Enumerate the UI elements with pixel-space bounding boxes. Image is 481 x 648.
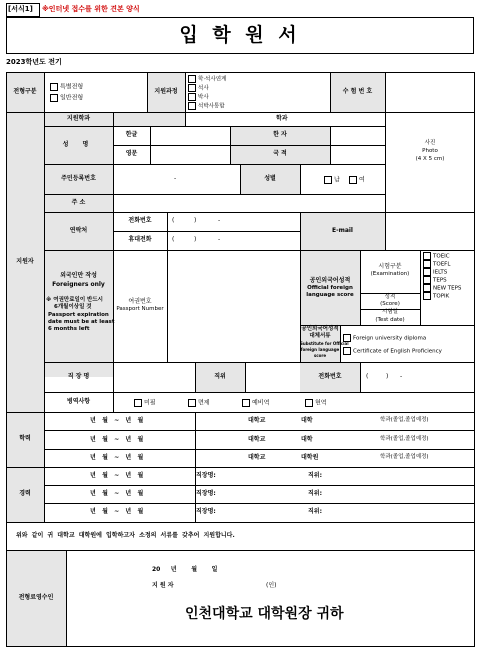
career-section-label: 경력 xyxy=(19,490,31,497)
admission-type-label: 전형구분 xyxy=(13,88,37,95)
passport-note-4: date must be at least xyxy=(48,319,115,325)
work-phone-label: 전화번호 xyxy=(318,373,342,380)
admission-type-special[interactable]: 특별전형 xyxy=(50,83,83,91)
phone-dash: - xyxy=(218,217,221,224)
email-label: E-mail xyxy=(331,227,353,234)
mobile-label: 휴대전화 xyxy=(128,236,152,243)
course-option-master[interactable]: 석사 xyxy=(188,84,209,92)
applicant-sign-label: 지 원 자 xyxy=(152,582,174,589)
fee-receipt-label: 전형료영수인 xyxy=(18,594,54,601)
email-field[interactable] xyxy=(386,213,473,249)
gender-label: 성별 xyxy=(264,175,276,182)
photo-sublabel: Photo xyxy=(422,148,438,154)
phone-paren-close: ) xyxy=(194,217,197,224)
checkbox[interactable] xyxy=(50,94,58,102)
address-label: 주 소 xyxy=(71,199,86,206)
career-company: 직장명: xyxy=(196,508,216,515)
education-period: 년 월 ~ 년 월 xyxy=(90,454,144,461)
checkbox[interactable] xyxy=(423,292,431,300)
education-note: 학과(졸업,졸업예정) xyxy=(380,417,429,423)
rrn-label: 주민등록번호 xyxy=(61,175,96,182)
addressee: 인천대학교 대학원장 귀하 xyxy=(185,606,344,622)
exam-type-label: 시험구분 xyxy=(378,263,402,270)
career-position: 직위: xyxy=(308,508,322,515)
checkbox[interactable] xyxy=(423,268,431,276)
lang-score-label: 공인외국어성적 xyxy=(309,277,351,284)
mobile-paren-close: ) xyxy=(194,236,197,243)
korean-name-field[interactable] xyxy=(151,127,229,144)
photo-size: (4 X 5 cm) xyxy=(415,156,445,162)
checkbox[interactable] xyxy=(188,102,196,110)
checkbox[interactable] xyxy=(188,84,196,92)
test-option-toeic[interactable]: TOEIC xyxy=(423,252,450,260)
checkbox[interactable] xyxy=(423,252,431,260)
education-period: 년 월 ~ 년 월 xyxy=(90,436,144,443)
seal-mark: (인) xyxy=(266,582,277,589)
admission-type-general[interactable]: 일반전형 xyxy=(50,94,83,102)
phone-paren-open: ( xyxy=(172,217,175,224)
position-label: 직위 xyxy=(214,373,226,380)
career-period: 년 월 ~ 년 월 xyxy=(90,490,144,497)
form-code: [서식1] xyxy=(8,5,33,13)
substitute-label: 공인외국어성적 xyxy=(301,326,339,332)
checkbox[interactable] xyxy=(343,334,351,342)
rrn-dash: - xyxy=(174,175,177,182)
education-unit: 대학 xyxy=(301,436,313,443)
passport-note-2: 6개월이상일 것 xyxy=(54,304,92,310)
passport-label-en: Passport Number xyxy=(116,306,164,312)
applicant-section-label: 지원자 xyxy=(16,258,34,265)
course-option-integrated[interactable]: 석박사통합 xyxy=(188,102,225,110)
checkbox[interactable] xyxy=(423,260,431,268)
page-title: 입 학 원 서 xyxy=(179,24,301,46)
education-unit: 대학 xyxy=(301,417,313,424)
exam-number-field[interactable] xyxy=(386,73,473,111)
korean-name-label: 한글 xyxy=(125,131,138,138)
workplace-label: 직 장 명 xyxy=(67,373,90,380)
substitute-option-certificate[interactable]: Certificate of English Proficiency xyxy=(343,347,442,355)
checkbox[interactable] xyxy=(324,176,332,184)
term-label: 2023학년도 전기 xyxy=(6,58,62,66)
mobile-dash: - xyxy=(218,236,221,243)
education-period: 년 월 ~ 년 월 xyxy=(90,417,144,424)
mobile-paren-open: ( xyxy=(172,236,175,243)
substitute-option-diploma[interactable]: Foreign university diploma xyxy=(343,334,426,342)
checkbox[interactable] xyxy=(50,83,58,91)
education-school: 대학교 xyxy=(248,436,266,443)
foreigner-title-en: Foreigners only xyxy=(52,281,105,288)
photo-label: 사진 xyxy=(424,140,436,146)
work-phone-paren-open: ( xyxy=(366,373,369,380)
education-note: 학과(졸업,졸업예정) xyxy=(380,454,429,460)
military-option-exempt[interactable]: 면제 xyxy=(188,399,210,407)
substitute-en-3: score xyxy=(313,353,327,358)
address-field[interactable] xyxy=(114,195,384,211)
career-company: 직장명: xyxy=(196,472,216,479)
phone-label: 전화번호 xyxy=(128,217,152,224)
career-period: 년 월 ~ 년 월 xyxy=(90,508,144,515)
checkbox[interactable] xyxy=(343,347,351,355)
course-option-doctor[interactable]: 박사 xyxy=(188,93,209,101)
passport-label: 여권번호 xyxy=(128,298,152,305)
education-school: 대학교 xyxy=(248,454,266,461)
passport-note-3: Passport expiration xyxy=(48,312,109,318)
checkbox[interactable] xyxy=(349,176,357,184)
english-name-field[interactable] xyxy=(151,146,229,163)
passport-note-5: 6 months left xyxy=(48,326,90,332)
checkbox[interactable] xyxy=(242,399,250,407)
exam-type-en: (Examination) xyxy=(370,271,410,277)
career-period: 년 월 ~ 년 월 xyxy=(90,472,144,479)
gender-female[interactable]: 여 xyxy=(349,176,365,184)
work-phone-paren-close: ) xyxy=(386,373,389,380)
lang-score-en-2: language score xyxy=(306,292,354,298)
contact-label: 연락처 xyxy=(69,227,88,234)
test-option-new-teps[interactable]: NEW TEPS xyxy=(423,284,461,292)
date-line: 20 년 월 일 xyxy=(152,566,218,573)
education-section-label: 학력 xyxy=(19,435,31,442)
checkbox[interactable] xyxy=(423,276,431,284)
score-label: 성적 xyxy=(384,294,396,300)
test-date-label-en: (Test date) xyxy=(375,317,405,323)
foreigner-title: 외국인만 작성 xyxy=(60,272,97,279)
education-unit: 대학원 xyxy=(301,454,319,461)
english-name-label: 영문 xyxy=(125,150,138,157)
military-label: 병역사항 xyxy=(66,398,91,405)
work-phone-dash: - xyxy=(400,373,403,380)
checkbox[interactable] xyxy=(188,75,196,83)
hanja-name-label: 한 자 xyxy=(273,131,287,138)
checkbox[interactable] xyxy=(188,93,196,101)
test-date-label: 시험일 xyxy=(382,309,398,315)
career-company: 직장명: xyxy=(196,490,216,497)
declaration-text: 위와 같이 귀 대학교 대학원에 입학하고자 소정의 서류를 갖추어 지원합니다. xyxy=(16,532,235,539)
career-position: 직위: xyxy=(308,472,322,479)
test-option-topik[interactable]: TOPIK xyxy=(423,292,449,300)
major-label: 학과 xyxy=(276,115,288,122)
exam-number-label: 수 험 번 호 xyxy=(342,88,373,95)
course-label: 지원과정 xyxy=(154,88,178,95)
education-school: 대학교 xyxy=(248,417,266,424)
military-option-unserved[interactable]: 미필 xyxy=(134,399,156,407)
substitute-en-2: foreign language xyxy=(300,347,340,352)
substitute-label-2: 대체서류 xyxy=(309,333,331,339)
checkbox[interactable] xyxy=(423,284,431,292)
test-option-toefl[interactable]: TOEFL xyxy=(423,260,450,268)
test-option-teps[interactable]: TEPS xyxy=(423,276,447,284)
passport-note-1: ※ 여권만료일이 반드시 xyxy=(46,297,103,303)
form-note: ※인터넷 접수를 위한 견본 양식 xyxy=(42,5,140,13)
course-option-combined[interactable]: 학·석사연계 xyxy=(188,75,226,83)
signature-field[interactable] xyxy=(190,580,260,592)
test-option-ielts[interactable]: IELTS xyxy=(423,268,447,276)
substitute-en-1: Substitute for Official xyxy=(300,341,349,346)
military-option-active[interactable]: 현역 xyxy=(305,399,327,407)
nationality-label: 국 적 xyxy=(273,150,287,157)
dept-label: 지원학과 xyxy=(66,115,91,122)
checkbox[interactable] xyxy=(305,399,313,407)
education-note: 학과(졸업,졸업예정) xyxy=(380,436,429,442)
checkbox[interactable] xyxy=(188,399,196,407)
lang-score-en-1: Official foreign xyxy=(307,285,353,291)
military-option-reserve[interactable]: 예비역 xyxy=(242,399,269,407)
score-label-en: (Score) xyxy=(380,301,400,307)
name-label: 성 명 xyxy=(62,141,95,148)
career-position: 직위: xyxy=(308,490,322,497)
checkbox[interactable] xyxy=(134,399,142,407)
passport-number-field[interactable] xyxy=(168,251,299,361)
gender-male[interactable]: 남 xyxy=(324,176,340,184)
